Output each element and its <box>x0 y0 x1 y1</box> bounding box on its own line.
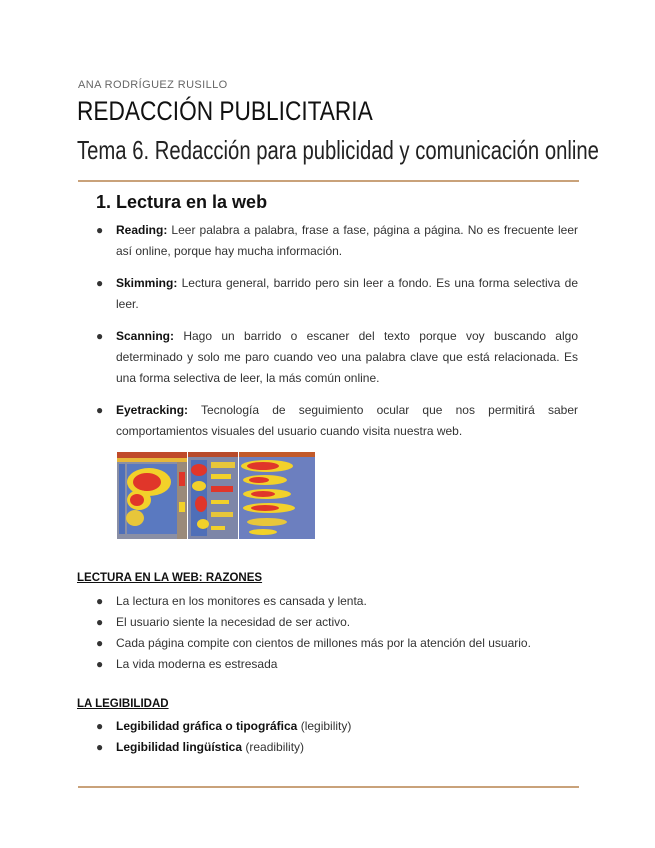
bullet-icon: ● <box>96 594 104 608</box>
eyetracking-heatmaps <box>117 452 315 539</box>
list-item <box>96 220 578 262</box>
heatmap-panel-3 <box>239 452 315 539</box>
term-label: Eyetracking: <box>116 403 189 417</box>
section-heading: 1. Lectura en la web <box>96 192 268 212</box>
reasons-list <box>96 591 531 675</box>
top-divider <box>78 180 579 182</box>
legibility-list <box>96 716 351 758</box>
term-label: Skimming: <box>116 276 178 290</box>
list-item <box>96 716 351 737</box>
list-item <box>96 654 531 675</box>
reasons-heading: LECTURA EN LA WEB: RAZONES <box>77 572 263 584</box>
list-item <box>96 400 578 442</box>
heatmap-image <box>117 452 315 539</box>
reading-types-list <box>96 220 578 453</box>
term-description: Tecnología de seguimiento ocular que nos permitirá saber comportamientos visuales del usuario cuando visita nuestra web. <box>116 403 578 438</box>
term-label: Scanning: <box>116 329 175 343</box>
reason-text: La vida moderna es estresada <box>116 657 278 671</box>
bullet-icon: ● <box>96 329 104 343</box>
list-item <box>96 612 531 633</box>
term-label: Legibilidad gráfica o tipográfica <box>116 719 298 733</box>
bullet-icon: ● <box>96 615 104 629</box>
author-name: ANA RODRÍGUEZ RUSILLO <box>78 79 228 91</box>
term-description: (legibility) <box>297 719 352 733</box>
bullet-icon: ● <box>96 740 104 754</box>
list-item <box>96 591 531 612</box>
term-label: Reading: <box>116 223 168 237</box>
document-title: REDACCIÓN PUBLICITARIA <box>77 96 373 126</box>
bullet-icon: ● <box>96 636 104 650</box>
list-item <box>96 326 578 389</box>
bullet-icon: ● <box>96 719 104 733</box>
list-item <box>96 737 351 758</box>
bottom-divider <box>78 786 579 788</box>
document-subtitle: Tema 6. Redacción para publicidad y comunicación online <box>77 135 599 165</box>
bullet-icon: ● <box>96 276 104 290</box>
reason-text: Cada página compite con cientos de millones más por la atención del usuario. <box>116 636 531 650</box>
heatmap-panel-2 <box>188 452 238 539</box>
term-label: Legibilidad lingüística <box>116 740 243 754</box>
bullet-icon: ● <box>96 403 104 417</box>
reason-text: La lectura en los monitores es cansada y lenta. <box>116 594 367 608</box>
term-description: Leer palabra a palabra, frase a fase, página a página. No es frecuente leer así online, porque hay mucha información. <box>116 223 578 258</box>
term-description: (readibility) <box>242 740 305 754</box>
list-item <box>96 273 578 315</box>
list-item <box>96 633 531 654</box>
term-description: Lectura general, barrido pero sin leer a fondo. Es una forma selectiva de leer. <box>116 276 578 311</box>
heatmap-panel-1 <box>117 452 187 539</box>
legibility-heading: LA LEGIBILIDAD <box>77 698 169 710</box>
bullet-icon: ● <box>96 657 104 671</box>
term-description: Hago un barrido o escaner del texto porque voy buscando algo determinado y solo me paro cuando veo una palabra clave que está relacionada. Es una forma selectiva de leer, la más común online. <box>116 329 578 385</box>
reason-text: El usuario siente la necesidad de ser activo. <box>116 615 351 629</box>
bullet-icon: ● <box>96 223 104 237</box>
